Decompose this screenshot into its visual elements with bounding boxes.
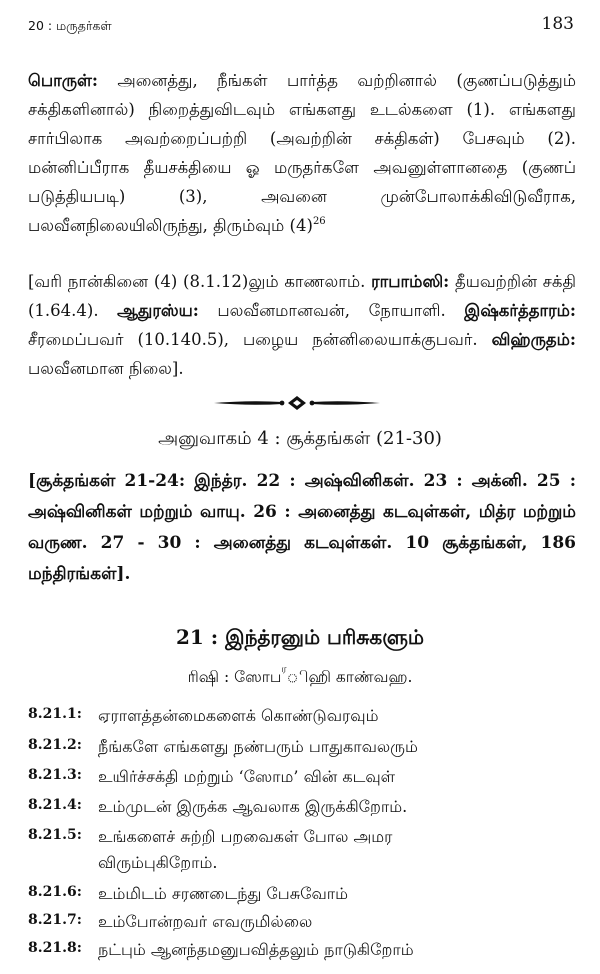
rishi-pre: ரிஷி : ஸோப [187, 668, 282, 686]
verse-text: உம்முடன் இருக்க ஆவலாக இருக்கிறோம். [98, 797, 408, 816]
anuvakam-summary-text: [சூக்தங்கள் 21-24: இந்த்ர. 22 : அஷ்வினிகள். 23 : அக்னி. 25 : அஷ்வினிகள் மற்றும் வாயு. 26 : அனைத்து கடவுள்கள், மித்ர மற்றும் வருண. 27 - 30 : அனைத்து கடவுள்கள். 10 சூக்தங்கள், 186 மந்திரங்கள்]. [28, 471, 576, 584]
verse-text: நட்பும் ஆனந்தமனுபவித்தலும் நாடுகிறோம் [98, 940, 414, 959]
note-def-2: பலவீனமானவன், நோயாளி. [198, 301, 465, 320]
verse-text: உங்களைச் சுற்றி பறவைகள் போல அமர [98, 827, 393, 846]
note-def-1: தீயவற்றின் சக்தி (1.64.4). [28, 272, 577, 320]
note-def-4: பலவீனமான நிலை]. [28, 359, 184, 378]
verse-number: 8.21.6: [28, 884, 82, 900]
meaning-text: அனைத்து, நீங்கள் பார்த்த வற்றினால் (குணப்படுத்தும் சக்திகளினால்) நிறைத்துவிடவும் எங்களது உடல்களை (1). எங்களது சார்பிலாக அவற்றைப்பற்றி (அவற்றின் சக்திகள்) பேசவும் (2). மன்னிப்பீராக தீயசக்தியை ஓ மருதர்களே அவனுள்ளானதை (குணப் படுத்தியபடி) (3), அவனை முன்போலாக்கிவிடுவீராக, பலவீனநிலையிலிருந்து, திரும்வும் (4) [28, 71, 576, 235]
note-paragraph [28, 267, 576, 383]
anuvakam-summary [28, 466, 576, 590]
verse-number: 8.21.7: [28, 912, 82, 928]
verse-number: 8.21.5: [28, 827, 82, 843]
verse-text: உம்மிடம் சரணடைந்து பேசுவோம் [98, 884, 349, 903]
verse-text: நீங்களே எங்களது நண்பரும் பாதுகாவலரும் [98, 737, 418, 756]
verse-text: ஏராளத்தன்மைகளைக் கொண்டுவரவும் [98, 706, 379, 725]
note-term-1: ராபாம்ஸி: [371, 272, 450, 291]
chapter-running-header: 20 : மருதர்கள் [28, 18, 112, 33]
note-term-2: ஆதுரஸ்ய: [117, 301, 199, 320]
meaning-label: பொருள்: [28, 71, 99, 90]
note-term-3: இஷ்கர்த்தாரம்: [464, 301, 576, 320]
footnote-mark: 26 [312, 216, 326, 227]
verse-text-continued: விரும்புகிறோம். [98, 853, 218, 872]
page-number: 183 [541, 14, 574, 34]
note-open: [வரி நான்கினை (4) (8.1.12)லும் காணலாம். [28, 272, 372, 291]
verse-number: 8.21.2: [28, 737, 82, 753]
note-term-4: விஹ்ருதம்: [491, 330, 576, 349]
sukta-title: 21 : இந்த்ரனும் பரிசுகளும் [175, 625, 425, 649]
meaning-paragraph [28, 66, 576, 240]
verse-number: 8.21.1: [28, 706, 82, 722]
verse-number: 8.21.3: [28, 767, 82, 783]
rishi-mark: ர [281, 664, 287, 675]
verse-number: 8.21.8: [28, 940, 82, 956]
ornamental-divider [212, 394, 382, 412]
rishi-line [0, 664, 600, 688]
verse-text: உயிர்ச்சக்தி மற்றும் ‘ஸோம’ வின் கடவுள் [98, 767, 396, 786]
verse-number: 8.21.4: [28, 797, 82, 813]
verse-text: உம்போன்றவர் எவருமில்லை [98, 912, 313, 931]
rishi-post: ிஹி காண்வஹ. [286, 668, 413, 686]
note-def-3: சீரமைப்பவர் (10.140.5), பழைய நன்னிலையாக்குபவர். [28, 330, 492, 349]
anuvakam-heading: அனுவாகம் 4 : சூக்தங்கள் (21-30) [158, 428, 442, 449]
